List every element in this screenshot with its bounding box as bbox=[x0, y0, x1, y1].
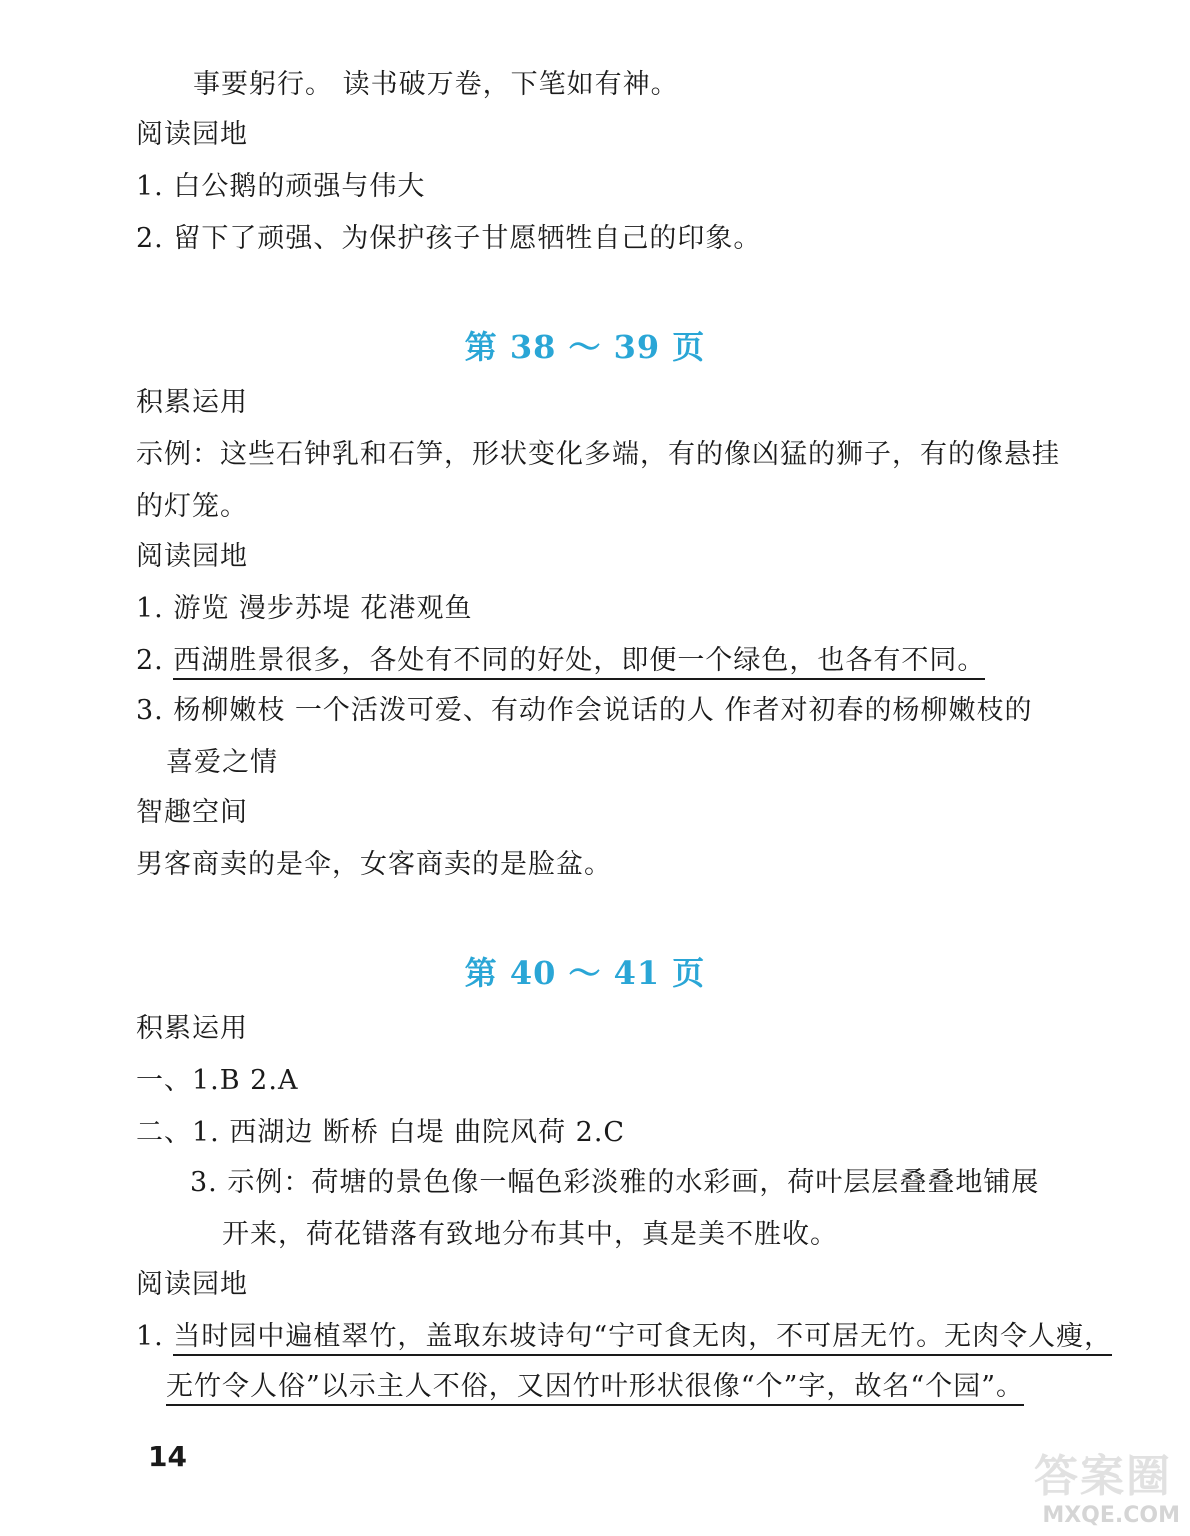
answer-item: 喜爱之情 bbox=[166, 747, 278, 778]
fun-answer: 男客商卖的是伞，女客商卖的是脸盆。 bbox=[136, 849, 612, 880]
page-number: 14 bbox=[148, 1440, 187, 1473]
watermark-url: MXQE.COM bbox=[1042, 1503, 1180, 1528]
answer-item: 二、1. 西湖边 断桥 白堤 曲院风荷 2.C bbox=[136, 1117, 626, 1148]
answer-item bbox=[136, 644, 985, 678]
section-heading-reading: 阅读园地 bbox=[136, 1269, 248, 1300]
underlined-answer: 无竹令人俗”以示主人不俗，又因竹叶形状很像“个”字，故名“个园”。 bbox=[166, 1371, 1024, 1406]
answer-item bbox=[136, 1320, 1112, 1354]
answer-item: 1. 白公鹅的顽强与伟大 bbox=[136, 171, 426, 202]
page-title-38-39: 第 38 ～ 39 页 bbox=[464, 328, 706, 366]
answer-item: 1. 游览 漫步苏堤 花港观鱼 bbox=[136, 593, 473, 624]
item-number: 1. bbox=[136, 1321, 174, 1352]
answer-item: 开来，荷花错落有致地分布其中，真是美不胜收。 bbox=[222, 1219, 838, 1250]
example-text: 示例：这些石钟乳和石笋，形状变化多端，有的像凶猛的狮子，有的像悬挂 bbox=[136, 439, 1060, 470]
section-heading-accumulate: 积累运用 bbox=[136, 1013, 248, 1044]
top-line: 事要躬行。 读书破万卷，下笔如有神。 bbox=[193, 69, 679, 100]
underlined-answer: 西湖胜景很多，各处有不同的好处，即便一个绿色，也各有不同。 bbox=[173, 645, 985, 680]
item-number: 2. bbox=[136, 645, 174, 676]
section-heading-reading: 阅读园地 bbox=[136, 541, 248, 572]
answer-item: 3. 杨柳嫩枝 一个活泼可爱、有动作会说话的人 作者对初春的杨柳嫩枝的 bbox=[136, 695, 1033, 726]
answer-item bbox=[166, 1370, 1024, 1404]
page-title-40-41: 第 40 ～ 41 页 bbox=[464, 954, 706, 992]
section-heading-reading: 阅读园地 bbox=[136, 119, 248, 150]
answer-item: 2. 留下了顽强、为保护孩子甘愿牺牲自己的印象。 bbox=[136, 223, 762, 254]
answer-item: 3. 示例：荷塘的景色像一幅色彩淡雅的水彩画，荷叶层层叠叠地铺展 bbox=[190, 1167, 1040, 1198]
watermark bbox=[982, 1440, 1182, 1530]
answer-item: 一、1.B 2.A bbox=[136, 1065, 299, 1096]
section-heading-fun: 智趣空间 bbox=[136, 797, 248, 828]
watermark-logo: 答案圈 bbox=[1034, 1451, 1172, 1502]
underlined-answer: 当时园中遍植翠竹，盖取东坡诗句“宁可食无肉，不可居无竹。无肉令人瘦， bbox=[173, 1321, 1112, 1356]
example-text: 的灯笼。 bbox=[136, 491, 248, 522]
section-heading-accumulate: 积累运用 bbox=[136, 387, 248, 418]
